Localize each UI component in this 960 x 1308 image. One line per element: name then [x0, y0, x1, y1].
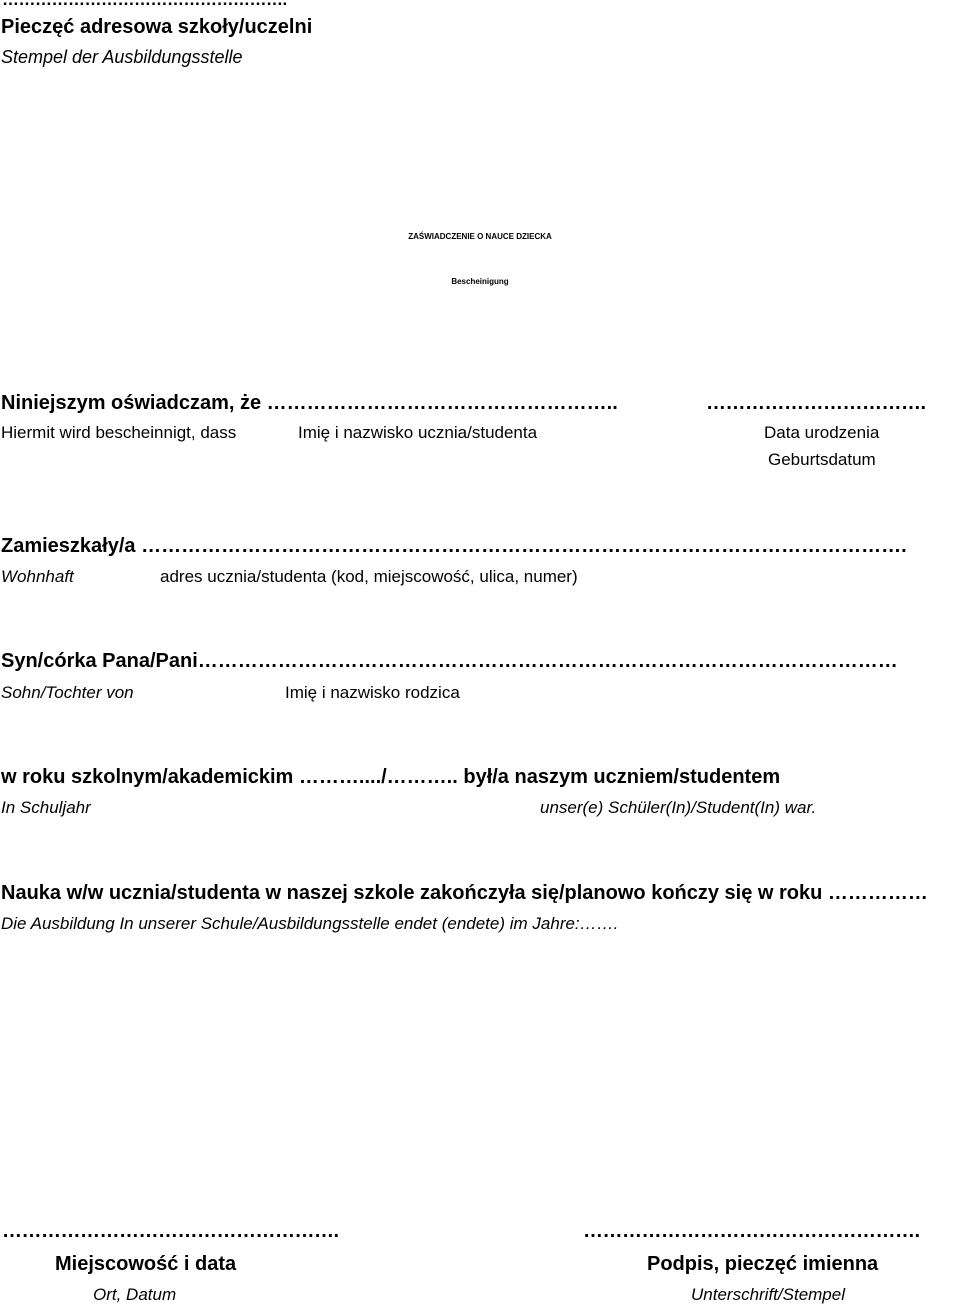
school-year-line: w roku szkolnym/akademickim ………..../……….. był/a naszym uczniem/studentem: [1, 766, 781, 788]
signature-label-pl: Podpis, pieczęć imienna: [647, 1253, 879, 1275]
place-date-dots: …………………………………………….: [2, 1220, 339, 1242]
school-year-de-was: unser(e) Schüler(In)/Student(In) war.: [540, 798, 817, 817]
student-name-label: Imię i nazwisko ucznia/studenta: [298, 423, 538, 442]
place-date-label-pl: Miejscowość i data: [55, 1253, 237, 1275]
dob-label-pl: Data urodzenia: [764, 423, 880, 442]
dob-dots: …………………………….: [706, 392, 926, 414]
place-date-label-de: Ort, Datum: [93, 1285, 177, 1304]
school-year-de-label: In Schuljahr: [1, 798, 91, 817]
signature-dots: …………………………………………….: [583, 1220, 920, 1242]
completion-de-line: Die Ausbildung In unserer Schule/Ausbildungsstelle endet (endete) im Jahre:…….: [1, 914, 619, 933]
residence-line: Zamieszkały/a …………………………………………………………………………………………………….: [1, 535, 907, 557]
statement-line: Niniejszym oświadczam, że ……………………………………………..: [1, 392, 618, 414]
parent-name-label: Imię i nazwisko rodzica: [285, 683, 460, 702]
statement-de-label: Hiermit wird bescheinnigt, dass: [1, 423, 237, 442]
completion-line: Nauka w/w ucznia/studenta w naszej szkole zakończyła się/planowo kończy się w roku ……………: [1, 882, 928, 904]
dob-label-de: Geburtsdatum: [768, 450, 876, 469]
parent-de-label: Sohn/Tochter von: [1, 683, 134, 702]
stamp-label-de: Stempel der Ausbildungsstelle: [1, 47, 243, 67]
document-subtitle: Bescheinigung: [451, 277, 509, 286]
address-label: adres ucznia/studenta (kod, miejscowość, ulica, numer): [160, 567, 578, 586]
parent-line: Syn/córka Pana/Pani……………………………………………………………………………………………: [1, 650, 898, 672]
stamp-label-pl: Pieczęć adresowa szkoły/uczelni: [1, 16, 313, 38]
signature-label-de: Unterschrift/Stempel: [691, 1285, 845, 1304]
residence-de-label: Wohnhaft: [1, 567, 74, 586]
stamp-dots: [2, 0, 287, 8]
document-title: ZAŚWIADCZENIE O NAUCE DZIECKA: [408, 232, 552, 241]
